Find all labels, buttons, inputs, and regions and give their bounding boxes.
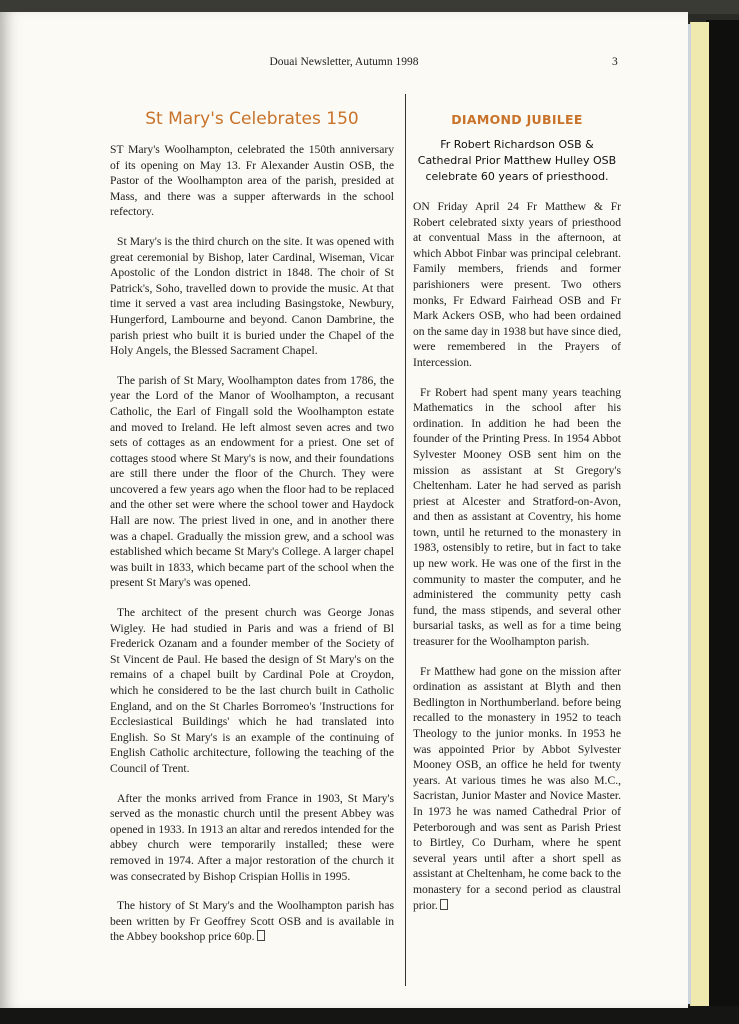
page-number: 3 [612,56,618,68]
end-of-article-icon [440,899,448,910]
left-article [110,96,394,959]
right-article [413,96,621,927]
left-paragraph-3: The parish of St Mary, Woolhampton dates from 1786, the year the Lord of the Manor of Woolhampton, a recusant Catholic, the Earl of Fingall sold the Woolhampton estate and moved to Ireland. He left almost seven acres and two sets of cottages as an endowment for a priest. One set of cottages stood where St Mary's is now, and their foundations are still there under the floor of the Church. They were uncovered a few years ago when the floor had to be replaced and the other set were where the school tower and Haydock Hall are now. The priest lived in one, and in another there was a chapel. Gradually the mission grew, and a school was established which became St Mary's College. A larger chapel was built in 1833, which became part of the school when the present St Mary's was opened. [110,373,394,590]
binder-edge [690,22,709,1007]
left-article-title: St Mary's Celebrates 150 [145,109,359,129]
scan-backdrop-bottom [0,1006,739,1024]
running-header [0,56,688,72]
right-paragraph-3-text: Fr Matthew had gone on the mission after ordination as assistant at Blyth and then Bedlington in Northumberland. before being recalled to the monastery in 1952 to teach Theology to the junior monks. In 1953 he was appointed Prior by Abbot Sylvester Mooney OSB, an office he held for twenty years. At various times he was also M.C., Sacristan, Junior Master and Novice Master. In 1973 he was named Cathedral Prior of Peterborough and was sent as Parish Priest to Birtley, Co Durham, where he spent several years until after a short spell as assistant at Cheltenham, he come back to the monastery for a second period as claustral prior. [413,664,621,912]
right-article-subtitle [413,137,621,185]
left-paragraph-5: After the monks arrived from France in 1903, St Mary's served as the monastic church until the present Abbey was opened in 1933. In 1913 an altar and reredos intended for the abbey church were temporarily installed; these were removed in 1974. After a major restoration of the church it was consecrated by Bishop Crispian Hollis in 1995. [110,791,394,883]
subtitle-line-1: Fr Robert Richardson OSB & [440,138,594,151]
end-of-article-icon [257,930,265,941]
subtitle-line-3: celebrate 60 years of priesthood. [425,170,609,183]
left-paragraph-6-text: The history of St Mary's and the Woolhampton parish has been written by Fr Geoffrey Scott OSB and is available in the Abbey bookshop price 60p. [110,899,394,944]
subtitle-line-2: Cathedral Prior Matthew Hulley OSB [417,154,617,167]
left-paragraph-4: The architect of the present church was George Jonas Wigley. He had studied in Paris and was a friend of Bl Frederick Ozanam and a founder member of the Society of St Vincent de Paul. He based the design of St Mary's on the remains of a chapel built by Cardinal Pole at Croydon, which he considered to be the last church built in Catholic England, and on the St Charles Borromeo's 'Instructions for Ecclesiastical Buildings' which he had translated into English. So St Mary's is an example of the continuing of English Catholic architecture, following the teaching of the Council of Trent. [110,606,394,775]
left-paragraph-2: St Mary's is the third church on the site. It was opened with great ceremonial by Bishop, later Cardinal, Wiseman, Vicar Apostolic of the London district in 1848. The choir of St Patrick's, Soho, travelled down to provide the music. At that time it served a vast area including Basingstoke, Newbury, Hungerford, Lambourne and beyond. Canon Dambrine, the parish priest who built it is buried under the Chapel of the Holy Angels, the Blessed Sacrament Chapel. [110,234,394,358]
header-title: Douai Newsletter, Autumn 1998 [269,56,419,68]
right-paragraph-3 [413,664,621,914]
left-paragraph-1: ST Mary's Woolhampton, celebrated the 150th anniversary of its opening on May 13. Fr Alexander Austin OSB, the Pastor of the Woolhampton area of the parish, presided at Mass, and there was a supper afterwards in the school refectory. [110,143,394,219]
right-paragraph-2: Fr Robert had spent many years teaching Mathematics in the school after his ordination. In addition he had been the founder of the Printing Press. In 1954 Abbot Sylvester Mooney OSB sent him on the mission as assistant at St Gregory's Cheltenham. Later he had served as parish priest at Alcester and Stratford-on-Avon, and then as assistant at Coventry, his home town, until he returned to the monastery in 1983, ostensibly to retire, but in fact to take up new work. He was one of the first in the community to master the computer, and he administered the community petty cash fund, the mass stipends, and several other bursarial tasks, as well as for a time being treasurer for the Woolhampton parish. [413,385,621,649]
newsletter-page [0,12,688,1008]
right-article-title: DIAMOND JUBILEE [451,112,583,127]
column-divider [405,94,406,986]
left-paragraph-6 [110,898,394,945]
right-paragraph-1: ON Friday April 24 Fr Matthew & Fr Robert celebrated sixty years of priesthood at conventual Mass in the afternoon, at which Abbot Finbar was principal celebrant. Family members, friends and former parishioners were present. Two others monks, Fr Edward Fairhead OSB and Fr Mark Ackers OSB, who had been ordained on the same day in 1938 but have since died, were remembered in the Prayers of Intercession. [413,200,621,369]
scan-backdrop-right [706,20,739,1010]
